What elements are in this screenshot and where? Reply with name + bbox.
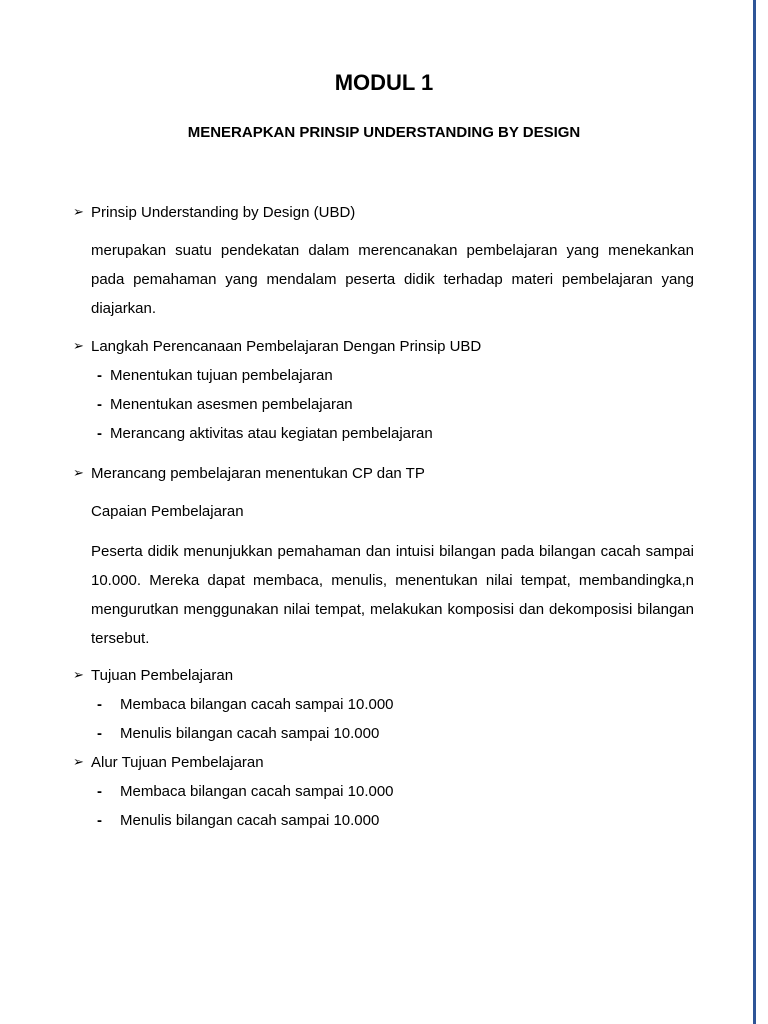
arrow-bullet-icon: ➢ xyxy=(73,465,84,480)
list-item: Menulis bilangan cacah sampai 10.000 xyxy=(120,812,380,829)
page-border xyxy=(753,0,756,1024)
arrow-bullet-icon: ➢ xyxy=(73,667,84,682)
arrow-bullet-icon: ➢ xyxy=(73,338,84,353)
document-title: MODUL 1 xyxy=(334,70,434,95)
arrow-bullet-icon: ➢ xyxy=(73,204,84,219)
paragraph-ubd-definition: merupakan suatu pendekatan dalam merencanakan pembelajaran yang menekankan pada pemahaman yang mendalam peserta didik terhadap materi pembelajaran yang diajarkan. xyxy=(91,242,694,317)
dash-bullet-icon: - xyxy=(97,396,102,413)
list-item: Merancang aktivitas atau kegiatan pembelajaran xyxy=(110,425,433,442)
section-heading-alur: Alur Tujuan Pembelajaran xyxy=(91,754,264,771)
list-item: Menentukan asesmen pembelajaran xyxy=(110,396,353,413)
section-heading-langkah: Langkah Perencanaan Pembelajaran Dengan Prinsip UBD xyxy=(91,338,482,355)
dash-bullet-icon: - xyxy=(97,696,102,713)
section-heading-cp-tp: Merancang pembelajaran menentukan CP dan TP xyxy=(91,465,425,482)
list-item: Membaca bilangan cacah sampai 10.000 xyxy=(120,783,394,800)
arrow-bullet-icon: ➢ xyxy=(73,754,84,769)
dash-bullet-icon: - xyxy=(97,425,102,442)
dash-bullet-icon: - xyxy=(97,812,102,829)
list-item: Membaca bilangan cacah sampai 10.000 xyxy=(120,696,394,713)
dash-bullet-icon: - xyxy=(97,725,102,742)
subheading-capaian: Capaian Pembelajaran xyxy=(91,503,244,520)
section-heading-ubd: Prinsip Understanding by Design (UBD) xyxy=(91,204,356,221)
list-item: Menulis bilangan cacah sampai 10.000 xyxy=(120,725,380,742)
section-heading-tujuan: Tujuan Pembelajaran xyxy=(91,667,234,684)
list-item: Menentukan tujuan pembelajaran xyxy=(110,367,333,384)
dash-bullet-icon: - xyxy=(97,783,102,800)
paragraph-capaian: Peserta didik menunjukkan pemahaman dan intuisi bilangan pada bilangan cacah sampai 10.000. Mereka dapat membaca, menulis, menentukan nilai tempat, membandingka,n mengurutkan menggunakan nilai tempat, melakukan komposisi dan dekomposisi bilangan tersebut. xyxy=(91,543,694,647)
document-subtitle: MENERAPKAN PRINSIP UNDERSTANDING BY DESIGN xyxy=(187,124,581,141)
dash-bullet-icon: - xyxy=(97,367,102,384)
